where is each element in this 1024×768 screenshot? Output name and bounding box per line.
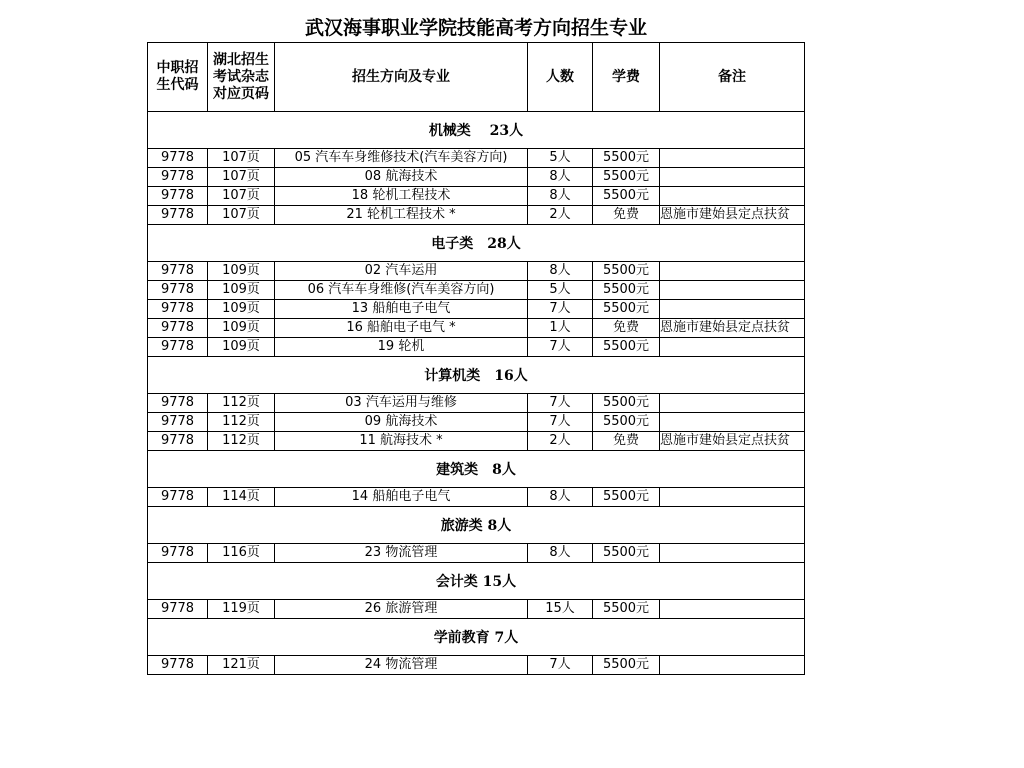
page-cell: 114页 <box>208 488 275 507</box>
count-cell: 5人 <box>528 281 593 300</box>
count-cell: 7人 <box>528 413 593 432</box>
major-cell: 19 轮机 <box>275 338 528 357</box>
header-count: 人数 <box>528 43 593 112</box>
page-cell: 112页 <box>208 413 275 432</box>
major-cell: 02 汽车运用 <box>275 262 528 281</box>
code-cell: 9778 <box>148 187 208 206</box>
category-row <box>148 357 805 394</box>
header-page-line: 对应页码 <box>213 85 269 102</box>
note-cell <box>660 413 805 432</box>
table-row <box>148 187 805 206</box>
count-cell: 8人 <box>528 168 593 187</box>
header-page <box>208 43 275 112</box>
page-cell: 107页 <box>208 187 275 206</box>
header-note: 备注 <box>660 43 805 112</box>
code-cell: 9778 <box>148 319 208 338</box>
count-cell: 2人 <box>528 206 593 225</box>
fee-cell: 5500元 <box>593 394 660 413</box>
table-row <box>148 432 805 451</box>
table-row <box>148 394 805 413</box>
major-cell: 14 船舶电子电气 <box>275 488 528 507</box>
header-fee: 学费 <box>593 43 660 112</box>
page-cell: 109页 <box>208 300 275 319</box>
fee-cell: 5500元 <box>593 656 660 675</box>
page-cell: 109页 <box>208 338 275 357</box>
page-cell: 116页 <box>208 544 275 563</box>
major-cell: 24 物流管理 <box>275 656 528 675</box>
code-cell: 9778 <box>148 168 208 187</box>
page-cell: 121页 <box>208 656 275 675</box>
count-cell: 7人 <box>528 300 593 319</box>
count-cell: 1人 <box>528 319 593 338</box>
code-cell: 9778 <box>148 262 208 281</box>
note-cell: 恩施市建始县定点扶贫 <box>660 319 805 338</box>
code-cell: 9778 <box>148 600 208 619</box>
category-title: 旅游类 8人 <box>148 507 805 544</box>
fee-cell: 5500元 <box>593 413 660 432</box>
note-cell <box>660 600 805 619</box>
table-row <box>148 281 805 300</box>
count-cell: 7人 <box>528 338 593 357</box>
code-cell: 9778 <box>148 394 208 413</box>
note-cell <box>660 281 805 300</box>
code-cell: 9778 <box>148 300 208 319</box>
fee-cell: 5500元 <box>593 488 660 507</box>
code-cell: 9778 <box>148 149 208 168</box>
major-cell: 13 船舶电子电气 <box>275 300 528 319</box>
note-cell <box>660 300 805 319</box>
major-cell: 06 汽车车身维修(汽车美容方向) <box>275 281 528 300</box>
code-cell: 9778 <box>148 281 208 300</box>
count-cell: 8人 <box>528 187 593 206</box>
page-cell: 109页 <box>208 319 275 338</box>
note-cell <box>660 544 805 563</box>
note-cell <box>660 488 805 507</box>
category-title: 计算机类 16人 <box>148 357 805 394</box>
header-code <box>148 43 208 112</box>
major-cell: 03 汽车运用与维修 <box>275 394 528 413</box>
major-cell: 23 物流管理 <box>275 544 528 563</box>
enrollment-table <box>147 42 805 675</box>
page-cell: 107页 <box>208 149 275 168</box>
header-row <box>148 43 805 112</box>
note-cell <box>660 149 805 168</box>
table-row <box>148 656 805 675</box>
count-cell: 8人 <box>528 488 593 507</box>
note-cell: 恩施市建始县定点扶贫 <box>660 206 805 225</box>
fee-cell: 5500元 <box>593 300 660 319</box>
table-row <box>148 300 805 319</box>
note-cell <box>660 168 805 187</box>
page-cell: 112页 <box>208 432 275 451</box>
category-title: 建筑类 8人 <box>148 451 805 488</box>
major-cell: 11 航海技术 * <box>275 432 528 451</box>
count-cell: 8人 <box>528 544 593 563</box>
header-page-line: 湖北招生 <box>213 51 269 68</box>
note-cell: 恩施市建始县定点扶贫 <box>660 432 805 451</box>
fee-cell: 5500元 <box>593 262 660 281</box>
count-cell: 2人 <box>528 432 593 451</box>
page-cell: 112页 <box>208 394 275 413</box>
page-cell: 119页 <box>208 600 275 619</box>
major-cell: 26 旅游管理 <box>275 600 528 619</box>
note-cell <box>660 262 805 281</box>
count-cell: 7人 <box>528 394 593 413</box>
code-cell: 9778 <box>148 432 208 451</box>
note-cell <box>660 187 805 206</box>
table-row <box>148 262 805 281</box>
major-cell: 08 航海技术 <box>275 168 528 187</box>
note-cell <box>660 656 805 675</box>
table-row <box>148 168 805 187</box>
header-major: 招生方向及专业 <box>275 43 528 112</box>
table-row <box>148 600 805 619</box>
code-cell: 9778 <box>148 338 208 357</box>
note-cell <box>660 338 805 357</box>
count-cell: 15人 <box>528 600 593 619</box>
category-row <box>148 619 805 656</box>
header-code-line: 生代码 <box>156 77 199 93</box>
table-row <box>148 488 805 507</box>
code-cell: 9778 <box>148 656 208 675</box>
fee-cell: 5500元 <box>593 544 660 563</box>
major-cell: 21 轮机工程技术 * <box>275 206 528 225</box>
category-row <box>148 507 805 544</box>
fee-cell: 免费 <box>593 319 660 338</box>
table-body <box>148 43 805 675</box>
fee-cell: 5500元 <box>593 600 660 619</box>
major-cell: 16 船舶电子电气 * <box>275 319 528 338</box>
table-row <box>148 338 805 357</box>
header-page-line: 考试杂志 <box>213 68 269 85</box>
count-cell: 7人 <box>528 656 593 675</box>
category-row <box>148 112 805 149</box>
page-cell: 107页 <box>208 168 275 187</box>
fee-cell: 免费 <box>593 206 660 225</box>
page-title: 武汉海事职业学院技能高考方向招生专业 <box>304 17 647 39</box>
category-row <box>148 225 805 262</box>
category-title: 会计类 15人 <box>148 563 805 600</box>
table-row <box>148 319 805 338</box>
category-row <box>148 451 805 488</box>
note-cell <box>660 394 805 413</box>
table-row <box>148 544 805 563</box>
category-row <box>148 563 805 600</box>
major-cell: 05 汽车车身维修技术(汽车美容方向) <box>275 149 528 168</box>
page-cell: 109页 <box>208 262 275 281</box>
category-title: 机械类 23人 <box>148 112 805 149</box>
table-row <box>148 149 805 168</box>
code-cell: 9778 <box>148 206 208 225</box>
fee-cell: 5500元 <box>593 338 660 357</box>
category-title: 电子类 28人 <box>148 225 805 262</box>
header-code-line: 中职招 <box>156 60 199 76</box>
fee-cell: 5500元 <box>593 187 660 206</box>
table-row <box>148 206 805 225</box>
page-cell: 107页 <box>208 206 275 225</box>
major-cell: 09 航海技术 <box>275 413 528 432</box>
fee-cell: 5500元 <box>593 281 660 300</box>
fee-cell: 免费 <box>593 432 660 451</box>
table-row <box>148 413 805 432</box>
count-cell: 5人 <box>528 149 593 168</box>
fee-cell: 5500元 <box>593 149 660 168</box>
code-cell: 9778 <box>148 544 208 563</box>
code-cell: 9778 <box>148 413 208 432</box>
count-cell: 8人 <box>528 262 593 281</box>
major-cell: 18 轮机工程技术 <box>275 187 528 206</box>
fee-cell: 5500元 <box>593 168 660 187</box>
category-title: 学前教育 7人 <box>148 619 805 656</box>
page-cell: 109页 <box>208 281 275 300</box>
code-cell: 9778 <box>148 488 208 507</box>
